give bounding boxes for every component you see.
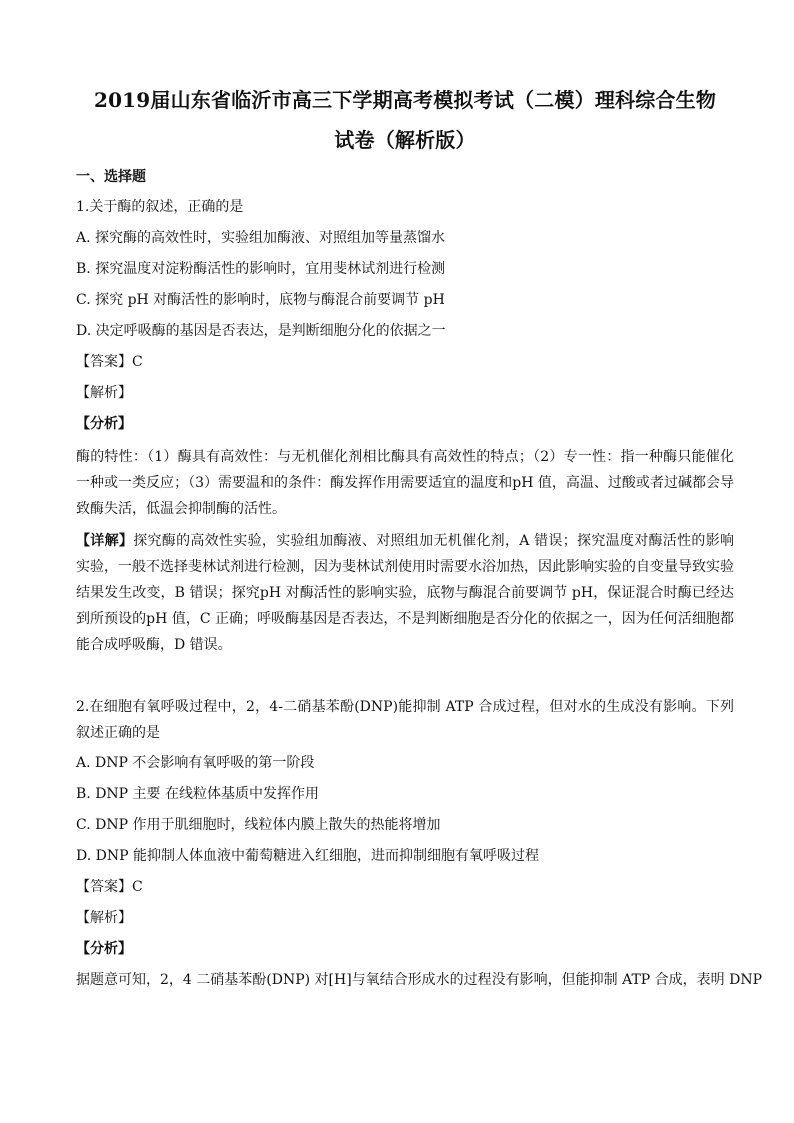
question-1-detail [76, 528, 734, 658]
question-1-fenxi-label: 【分析】 [76, 416, 132, 432]
question-1-option-c: C. 探究 pH 对酶活性的影响时，底物与酶混合前要调节 pH [76, 292, 445, 308]
document-title [76, 80, 734, 160]
question-1-analysis: 酶的特性：（1）酶具有高效性：与无机催化剂相比酶具有高效性的特点；（2）专一性：指一种酶只能催化一种或一类反应；（3）需要温和的条件：酶发挥作用需要适宜的温度和pH 值，高温、过酸或者过碱都会导致酶失活，低温会抑制酶的活性。 [76, 449, 734, 517]
question-1-detail-text: 探究酶的高效性实验，实验组加酶液、对照组加无机催化剂，A 错误；探究温度对酶活性的影响实验，一般不选择斐林试剂进行检测，因为斐林试剂使用时需要水浴加热，因此影响实验的自变量导致实验结果发生改变，B 错误；探究pH 对酶活性的影响实验，底物与酶混合前要调节 pH，保证混合时酶已经达到所预设的pH 值，C 正确；呼吸酶基因是否表达，不是判断细胞是否分化的依据之一，因为任何活细胞都能合成呼吸酶，D 错误。 [76, 533, 735, 653]
question-2-stem: 2.在细胞有氧呼吸过程中，2，4-二硝基苯酚(DNP)能抑制 ATP 合成过程，但对水的生成没有影响。下列叙述正确的是 [76, 699, 734, 741]
question-1-jiexi-label: 【解析】 [76, 385, 132, 401]
question-2-answer: 【答案】C [76, 879, 143, 895]
question-1-option-b: B. 探究温度对淀粉酶活性的影响时，宜用斐林试剂进行检测 [76, 261, 446, 277]
question-1-option-a: A. 探究酶的高效性时，实验组加酶液、对照组加等量蒸馏水 [76, 230, 446, 246]
question-2-fenxi-label: 【分析】 [76, 941, 132, 957]
section-heading: 一、选择题 [76, 169, 146, 185]
question-2-analysis: 据题意可知，2，4 二硝基苯酚(DNP) 对[H]与氧结合形成水的过程没有影响，但能抑制 ATP 合成，表明 DNP [76, 972, 763, 988]
question-2 [76, 694, 763, 992]
question-2-option-a: A. DNP 不会影响有氧呼吸的第一阶段 [76, 755, 315, 771]
question-2-jiexi-label: 【解析】 [76, 910, 132, 926]
question-1 [76, 196, 734, 658]
spacer [76, 664, 734, 694]
question-1-option-d: D. 决定呼吸酶的基因是否表达，是判断细胞分化的依据之一 [76, 323, 446, 339]
question-2-option-d: D. DNP 能抑制人体血液中葡萄糖进入红细胞，进而抑制细胞有氧呼吸过程 [76, 848, 539, 864]
question-1-answer: 【答案】C [76, 354, 143, 370]
question-2-option-c: C. DNP 作用于肌细胞时，线粒体内膜上散失的热能将增加 [76, 817, 441, 833]
question-2-option-b: B. DNP 主要 在线粒体基质中发挥作用 [76, 786, 319, 802]
title-line-2: 试卷（解析版） [334, 128, 476, 152]
title-line-1: 2019届山东省临沂市高三下学期高考模拟考试（二模）理科综合生物 [93, 88, 717, 112]
question-1-detail-label: 【详解】 [76, 533, 134, 549]
question-1-stem: 1.关于酶的叙述，正确的是 [76, 199, 244, 215]
